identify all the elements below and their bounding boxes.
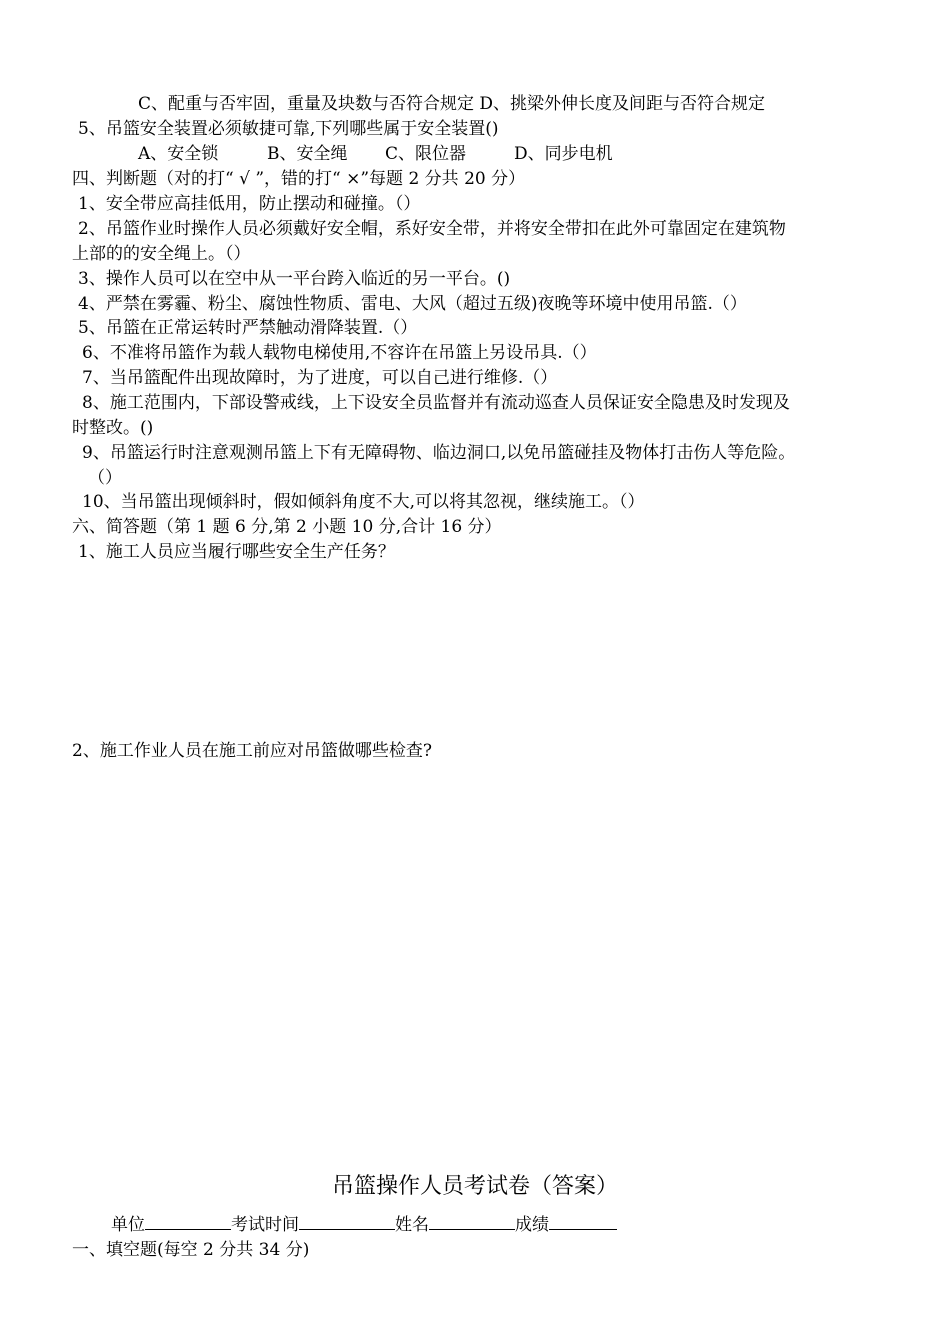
judge-item-9-cont: （） bbox=[88, 468, 122, 488]
score-blank[interactable] bbox=[549, 1215, 617, 1230]
exam-time-label: 考试时间 bbox=[231, 1215, 299, 1235]
judge-item-8-cont: 时整改。() bbox=[72, 418, 154, 438]
short-answer-1: 1、施工人员应当履行哪些安全生产任务？ bbox=[78, 542, 395, 562]
short-answer-2: 2、施工作业人员在施工前应对吊篮做哪些检查? bbox=[72, 741, 432, 761]
judge-item-6: 6、不准将吊篮作为载人载物电梯使用,不容许在吊篮上另设吊具.（） bbox=[82, 343, 597, 363]
judge-item-9: 9、吊篮运行时注意观测吊篮上下有无障碍物、临边洞口,以免吊篮碰挂及物体打击伤人等危险。 bbox=[82, 443, 796, 463]
q5-question: 5、吊篮安全装置必须敏捷可靠,下列哪些属于安全装置() bbox=[78, 119, 499, 139]
name-label: 姓名 bbox=[395, 1215, 429, 1235]
q5-option-b: B、安全绳 bbox=[267, 144, 348, 164]
exam-time-blank[interactable] bbox=[299, 1215, 395, 1230]
judge-item-5: 5、吊篮在正常运转时严禁触动滑降装置.（） bbox=[78, 318, 418, 338]
unit-label: 单位 bbox=[111, 1215, 145, 1235]
q5-option-a: A、安全锁 bbox=[138, 144, 219, 164]
judge-item-7: 7、当吊篮配件出现故障时，为了进度，可以自己进行维修.（） bbox=[82, 368, 558, 388]
judge-item-2: 2、吊篮作业时操作人员必须戴好安全帽，系好安全带，并将安全带扣在此外可靠固定在建筑物 bbox=[78, 219, 786, 239]
q5-option-d: D、同步电机 bbox=[514, 144, 613, 164]
judge-item-3: 3、操作人员可以在空中从一平台跨入临近的另一平台。() bbox=[78, 269, 511, 289]
header-fields bbox=[111, 1215, 617, 1235]
judge-item-4: 4、严禁在雾霾、粉尘、腐蚀性物质、雷电、大风（超过五级)夜晚等环境中使用吊篮.（） bbox=[78, 294, 747, 314]
section-1-heading: 一、填空题(每空 2 分共 34 分) bbox=[72, 1240, 310, 1260]
unit-blank[interactable] bbox=[145, 1215, 231, 1230]
answer-sheet-title: 吊篮操作人员考试卷（答案） bbox=[331, 1174, 618, 1199]
judge-item-10: 10、当吊篮出现倾斜时，假如倾斜角度不大,可以将其忽视，继续施工。（） bbox=[82, 492, 645, 512]
q5-option-c: C、限位器 bbox=[385, 144, 467, 164]
judge-item-1: 1、安全带应高挂低用，防止摆动和碰撞。（） bbox=[78, 194, 421, 214]
judge-item-8: 8、施工范围内，下部设警戒线，上下设安全员监督并有流动巡查人员保证安全隐患及时发现及 bbox=[82, 393, 790, 413]
score-label: 成绩 bbox=[515, 1215, 549, 1235]
q3-option-cd: C、配重与否牢固，重量及块数与否符合规定 D、挑梁外伸长度及间距与否符合规定 bbox=[138, 94, 766, 114]
name-blank[interactable] bbox=[429, 1215, 515, 1230]
q5-options bbox=[138, 144, 613, 164]
section-4-heading: 四、判断题（对的打“ √ ”，错的打“ ×”每题 2 分共 20 分） bbox=[72, 169, 526, 189]
section-6-heading: 六、简答题（第 1 题 6 分,第 2 小题 10 分,合计 16 分） bbox=[72, 517, 502, 537]
judge-item-2-cont: 上部的的安全绳上。（） bbox=[72, 244, 251, 264]
